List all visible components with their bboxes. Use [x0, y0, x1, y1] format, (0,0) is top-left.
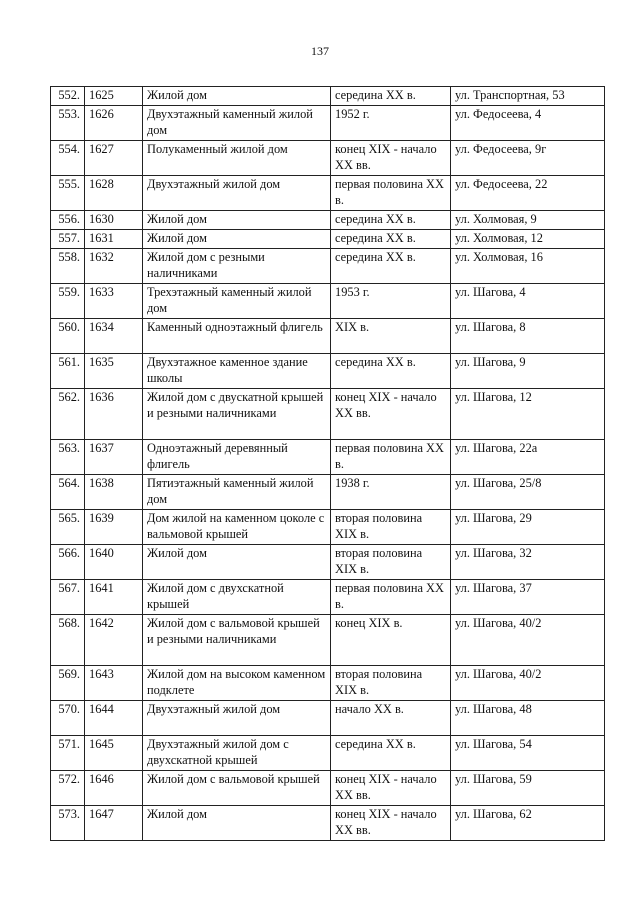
row-number: 561. — [51, 354, 85, 389]
table-row — [51, 319, 605, 354]
object-date: первая половина XX в. — [331, 580, 451, 615]
object-date: вторая половина XIX в. — [331, 545, 451, 580]
object-name: Пятиэтажный каменный жилой дом — [143, 475, 331, 510]
object-address: ул. Шагова, 12 — [451, 389, 605, 440]
object-date: середина XX в. — [331, 736, 451, 771]
object-date: середина XX в. — [331, 230, 451, 249]
object-date: конец XIX в. — [331, 615, 451, 666]
row-number: 572. — [51, 771, 85, 806]
object-name: Жилой дом с резными наличниками — [143, 249, 331, 284]
table-row — [51, 249, 605, 284]
object-address: ул. Шагова, 4 — [451, 284, 605, 319]
object-address: ул. Транспортная, 53 — [451, 87, 605, 106]
object-name: Жилой дом с вальмовой крышей — [143, 771, 331, 806]
object-name: Жилой дом — [143, 87, 331, 106]
object-name: Двухэтажный жилой дом с двухскатной крышей — [143, 736, 331, 771]
object-address: ул. Шагова, 54 — [451, 736, 605, 771]
object-date: 1952 г. — [331, 106, 451, 141]
row-number: 554. — [51, 141, 85, 176]
row-number: 566. — [51, 545, 85, 580]
table-row — [51, 106, 605, 141]
object-id: 1632 — [85, 249, 143, 284]
object-name: Трехэтажный каменный жилой дом — [143, 284, 331, 319]
object-id: 1638 — [85, 475, 143, 510]
object-name: Двухэтажный жилой дом — [143, 176, 331, 211]
object-date: начало XX в. — [331, 701, 451, 736]
object-date: конец XIX - начало XX вв. — [331, 141, 451, 176]
row-number: 564. — [51, 475, 85, 510]
table-row — [51, 580, 605, 615]
object-id: 1646 — [85, 771, 143, 806]
object-address: ул. Шагова, 40/2 — [451, 615, 605, 666]
object-address: ул. Шагова, 25/8 — [451, 475, 605, 510]
table-row — [51, 284, 605, 319]
object-date: середина XX в. — [331, 211, 451, 230]
object-date: конец XIX - начало XX вв. — [331, 806, 451, 841]
table-row — [51, 230, 605, 249]
object-date: середина XX в. — [331, 249, 451, 284]
object-id: 1639 — [85, 510, 143, 545]
object-name: Двухэтажный каменный жилой дом — [143, 106, 331, 141]
object-name: Двухэтажное каменное здание школы — [143, 354, 331, 389]
row-number: 563. — [51, 440, 85, 475]
object-address: ул. Холмовая, 9 — [451, 211, 605, 230]
object-id: 1625 — [85, 87, 143, 106]
object-address: ул. Шагова, 8 — [451, 319, 605, 354]
object-name: Двухэтажный жилой дом — [143, 701, 331, 736]
object-id: 1642 — [85, 615, 143, 666]
row-number: 565. — [51, 510, 85, 545]
object-date: первая половина XX в. — [331, 440, 451, 475]
table-row — [51, 440, 605, 475]
table-row — [51, 736, 605, 771]
table-row — [51, 389, 605, 440]
object-name: Жилой дом — [143, 211, 331, 230]
object-date: вторая половина XIX в. — [331, 510, 451, 545]
table-row — [51, 141, 605, 176]
object-id: 1643 — [85, 666, 143, 701]
object-id: 1634 — [85, 319, 143, 354]
table-row — [51, 211, 605, 230]
object-name: Жилой дом с вальмовой крышей и резными наличниками — [143, 615, 331, 666]
table-row — [51, 475, 605, 510]
page-number: 137 — [311, 44, 329, 58]
row-number: 557. — [51, 230, 85, 249]
object-address: ул. Шагова, 29 — [451, 510, 605, 545]
row-number: 562. — [51, 389, 85, 440]
table-row — [51, 87, 605, 106]
object-name: Жилой дом с двухскатной крышей — [143, 580, 331, 615]
object-address: ул. Федосеева, 4 — [451, 106, 605, 141]
row-number: 558. — [51, 249, 85, 284]
object-address: ул. Шагова, 62 — [451, 806, 605, 841]
object-date: 1953 г. — [331, 284, 451, 319]
object-date: конец XIX - начало XX вв. — [331, 389, 451, 440]
object-address: ул. Шагова, 40/2 — [451, 666, 605, 701]
object-address: ул. Шагова, 22а — [451, 440, 605, 475]
object-date: середина XX в. — [331, 87, 451, 106]
table-row — [51, 615, 605, 666]
object-id: 1647 — [85, 806, 143, 841]
table-row — [51, 545, 605, 580]
object-id: 1635 — [85, 354, 143, 389]
object-name: Дом жилой на каменном цоколе с вальмовой крышей — [143, 510, 331, 545]
object-name: Одноэтажный деревянный флигель — [143, 440, 331, 475]
table-row — [51, 701, 605, 736]
table-row — [51, 806, 605, 841]
object-id: 1626 — [85, 106, 143, 141]
table-row — [51, 176, 605, 211]
object-name: Полукаменный жилой дом — [143, 141, 331, 176]
object-address: ул. Шагова, 48 — [451, 701, 605, 736]
table-row — [51, 354, 605, 389]
object-id: 1636 — [85, 389, 143, 440]
object-date: первая половина XX в. — [331, 176, 451, 211]
row-number: 573. — [51, 806, 85, 841]
row-number: 568. — [51, 615, 85, 666]
table-row — [51, 771, 605, 806]
object-address: ул. Шагова, 32 — [451, 545, 605, 580]
object-address: ул. Федосеева, 9г — [451, 141, 605, 176]
object-name: Жилой дом на высоком каменном подклете — [143, 666, 331, 701]
object-address: ул. Холмовая, 16 — [451, 249, 605, 284]
row-number: 569. — [51, 666, 85, 701]
object-id: 1630 — [85, 211, 143, 230]
object-id: 1644 — [85, 701, 143, 736]
object-name: Жилой дом — [143, 230, 331, 249]
object-id: 1628 — [85, 176, 143, 211]
object-date: середина XX в. — [331, 354, 451, 389]
heritage-registry-table — [50, 86, 605, 841]
object-name: Жилой дом — [143, 806, 331, 841]
object-address: ул. Шагова, 59 — [451, 771, 605, 806]
table-row — [51, 510, 605, 545]
object-id: 1641 — [85, 580, 143, 615]
object-id: 1640 — [85, 545, 143, 580]
object-address: ул. Холмовая, 12 — [451, 230, 605, 249]
row-number: 559. — [51, 284, 85, 319]
object-id: 1645 — [85, 736, 143, 771]
table-row — [51, 666, 605, 701]
row-number: 570. — [51, 701, 85, 736]
row-number: 552. — [51, 87, 85, 106]
object-address: ул. Шагова, 37 — [451, 580, 605, 615]
object-id: 1627 — [85, 141, 143, 176]
object-address: ул. Шагова, 9 — [451, 354, 605, 389]
object-name: Жилой дом — [143, 545, 331, 580]
row-number: 560. — [51, 319, 85, 354]
object-date: XIX в. — [331, 319, 451, 354]
row-number: 567. — [51, 580, 85, 615]
object-id: 1631 — [85, 230, 143, 249]
object-date: конец XIX - начало XX вв. — [331, 771, 451, 806]
object-address: ул. Федосеева, 22 — [451, 176, 605, 211]
object-date: 1938 г. — [331, 475, 451, 510]
object-date: вторая половина XIX в. — [331, 666, 451, 701]
object-id: 1637 — [85, 440, 143, 475]
row-number: 555. — [51, 176, 85, 211]
row-number: 571. — [51, 736, 85, 771]
object-name: Каменный одноэтажный флигель — [143, 319, 331, 354]
object-name: Жилой дом с двускатной крышей и резными наличниками — [143, 389, 331, 440]
object-id: 1633 — [85, 284, 143, 319]
row-number: 556. — [51, 211, 85, 230]
row-number: 553. — [51, 106, 85, 141]
